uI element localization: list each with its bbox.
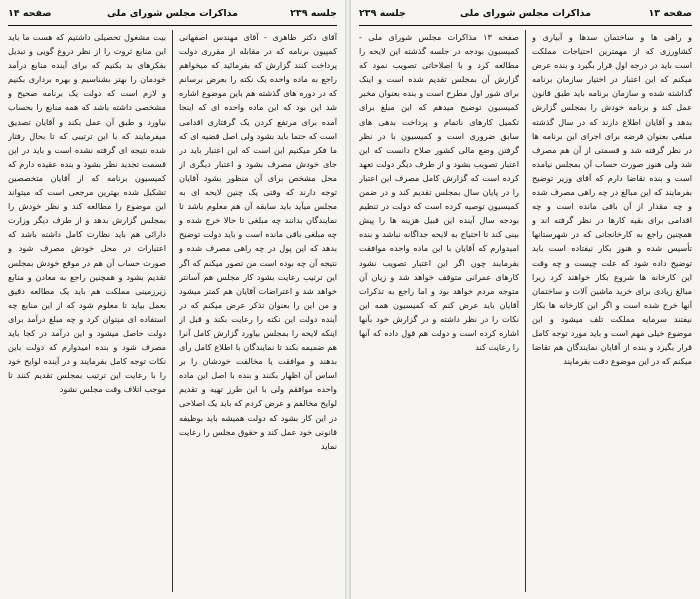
- left-session-label: جلسه ۲۳۹: [290, 8, 337, 19]
- right-header-rule: [359, 25, 692, 26]
- left-page-number: صفحه ۱۴: [8, 8, 52, 19]
- left-page-column-right: [179, 30, 337, 592]
- right-page-column-left-text: صفحه ۱۳ مذاکرات مجلس شورای ملی - کمیسیون بودجه در جلسه گذشته این لایحه را مطالعه کرد و با اصلاحاتی تصویب نمود که گزارش آن بمجلس تقدیم شده است و اینک برای شور اول مطرح است و بنده بعنوان مخبر کمیسیون توضیح میدهم که این مبلغ برای تکمیل کارهای ناتمام و پرداخت بدهی های سابق ضروری است و کمیسیون با در نظر گرفتن وضع مالی کشور صلاح دانست که این اعتبار تصویب بشود و از طرف دیگر دولت تعهد کرده است که گزارش کامل مصرف این اعتبار را در پایان سال بمجلس تقدیم کند و در ضمن کمیسیون توصیه کرده است که دولت در تنظیم بودجه سال آینده این قبیل هزینه ها را پیش بینی کند تا احتیاج به لایحه جداگانه نباشد و بنده امیدوارم که آقایان با این ماده واحده موافقت بفرمایند چون اگر این اعتبار تصویب نشود کارهای عمرانی متوقف خواهد شد و زیان آن متوجه مردم خواهد بود و اما راجع به تذکرات آقایان باید عرض کنم که کمیسیون همه این نکات را در نظر داشته و در گزارش خود بآنها اشاره کرده است و دولت هم قول داده که آنها را رعایت کند: [359, 32, 519, 353]
- right-page: [351, 0, 700, 599]
- left-page-column-left: [8, 30, 166, 592]
- right-session-label: جلسه ۲۳۹: [359, 8, 406, 19]
- left-column-divider: [172, 30, 173, 592]
- left-page-title: مذاکرات مجلس شورای ملی: [107, 8, 238, 19]
- right-page-number: صفحه ۱۳: [648, 8, 692, 19]
- right-page-header: [359, 6, 692, 24]
- left-header-rule: [8, 25, 337, 26]
- left-page-header: [8, 6, 337, 24]
- left-page-column-left-text: بیت مشغول تحصیلی داشتیم که هست ما باید این منابع ثروت را از نظر دروغ گویی و تبدیل بفکرهای بد بکنیم که برای آینده منابع درآمد خودمان را بهتر بشناسیم و بهره برداری بکنیم و لازم است که دولت یک برنامه صحیح و مشخصی داشته باشد که همه منابع را بحساب بیاورد و طبق آن عمل بکند و آقایان تصدیق میفرمایند که با این ترتیبی که تا بحال رفتار شده نتیجه ای گرفته نشده است و باید در این قسمت تجدید نظر بشود و بنده عقیده دارم که کمیسیون برنامه که از آقایان متخصصین تشکیل شده بهترین مرجعی است که میتواند این موضوع را مطالعه کند و نظر خودش را بمجلس گزارش بدهد و از طرف دیگر وزارت دارائی هم باید نظارت کامل داشته باشد که اعتبارات در محل خودش مصرف شود و صورت حساب آن هم در موقع خودش بمجلس تقدیم بشود و همچنین راجع به معادن و منابع زیرزمینی مملکت هم باید یک مطالعه دقیق بعمل بیاید تا معلوم شود که از این منابع چه استفاده ای میتوان کرد و چه مبلغ درآمد برای دولت حاصل میشود و این درآمد در کجا باید مصرف شود و بنده امیدوارم که دولت باین نکات توجه کامل بفرمایند و در آینده لوایح خود را با رعایت این ترتیب بمجلس تقدیم کنند تا موجب اتلاف وقت مجلس نشود: [8, 32, 166, 395]
- right-column-divider: [525, 30, 526, 592]
- right-page-column-right: [532, 30, 692, 592]
- right-page-title: مذاکرات مجلس شورای ملی: [460, 8, 591, 19]
- right-page-column-left: [359, 30, 519, 592]
- right-page-column-right-text: و راهی ها و ساختمان سدها و آبیاری و کشاورزی که از مهمترین احتیاجات مملکت است باید در درجه اول قرار بگیرد و بنده عرض میکنم که این اعتبار در اختیار سازمان برنامه گذاشته شده و سازمان برنامه باید طبق قانون عمل کند و برنامه خودش را بمجلس گزارش بدهد و آقایان اطلاع دارند که در سال گذشته مبلغی بعنوان قرضه برای اجرای این برنامه ها در نظر گرفته شد و قسمتی از آن هم مصرف شد ولی هنوز صورت حساب آن بمجلس نیامده است و بنده تقاضا دارم که آقای وزیر توضیح بفرمایند که این مبالغ در چه راهی مصرف شده و چه مقدار از آن باقی مانده است و چه اقدامی برای بقیه کارها در نظر گرفته اند و همچنین راجع به کارخانجاتی که در شهرستانها تأسیس شده و هنوز بکار نیفتاده است باید توضیح داده شود که علت چیست و چه وقت این کارخانه ها شروع بکار خواهند کرد زیرا مبالغ زیادی برای خرید ماشین آلات و ساختمان آنها خرج شده است و اگر این کارخانه ها بکار نیفتند سرمایه مملکت تلف میشود و این موضوع خیلی مهم است و باید مورد توجه کامل قرار بگیرد و بنده از آقایان نمایندگان هم تقاضا میکنم که در این موضوع دقت بفرمایند: [532, 32, 692, 367]
- left-page-column-right-text: آقای دکتر طاهری - آقای مهندس اصفهانی کمپیون برنامه که در مقابله از مقرری دولت پرداخت کنند گزارش که بفرمائید که میخواهم راجع به ماده واحده یک نکته را بعرض برسانم که در دوره های گذشته هم باین موضوع اشاره شد این بود که این ماده واحده ای که اینجا آمده برای مرتفع کردن یک گرفتاری اقدامی است که حتما باید بشود ولی اصل قضیه ای که ما فکر میکنیم این است که این اعتبار باید در جای خودش مصرف بشود و اعتبار دیگری از محل مشخص برای آن منظور بشود آقایان توجه دارند که وقتی یک چنین لایحه ای به مجلس میآید باید سابقه آن هم معلوم باشد تا نمایندگان بدانند چه مبلغی تا حالا خرج شده و چه مبلغی باقی مانده است و باید دولت توضیح بدهد که این پول در چه راهی مصرف شده و نتیجه آن چه بوده است من تصور میکنم که اگر این ترتیب رعایت بشود کار مجلس هم آسانتر خواهد شد و اعتراضات آقایان هم کمتر میشود و من این را بعنوان تذکر عرض میکنم که در آینده دولت این نکته را رعایت بکند و قبل از اینکه لایحه را بمجلس بیاورد گزارش کامل آنرا هم ضمیمه بکند تا نمایندگان با اطلاع کامل رأی بدهند و موافقت یا مخالفت خودشان را بر اساس آن اظهار بکنند و بنده با اصل این ماده واحده موافقم ولی با این طرز تهیه و تقدیم لوایح مخالفم و عرض کردم که باید یک اصلاحی در این کار بشود که دولت همیشه باید بوظیفه قانونی خود عمل کند و حقوق مجلس را رعایت نماید: [179, 32, 337, 451]
- left-page: [0, 0, 345, 599]
